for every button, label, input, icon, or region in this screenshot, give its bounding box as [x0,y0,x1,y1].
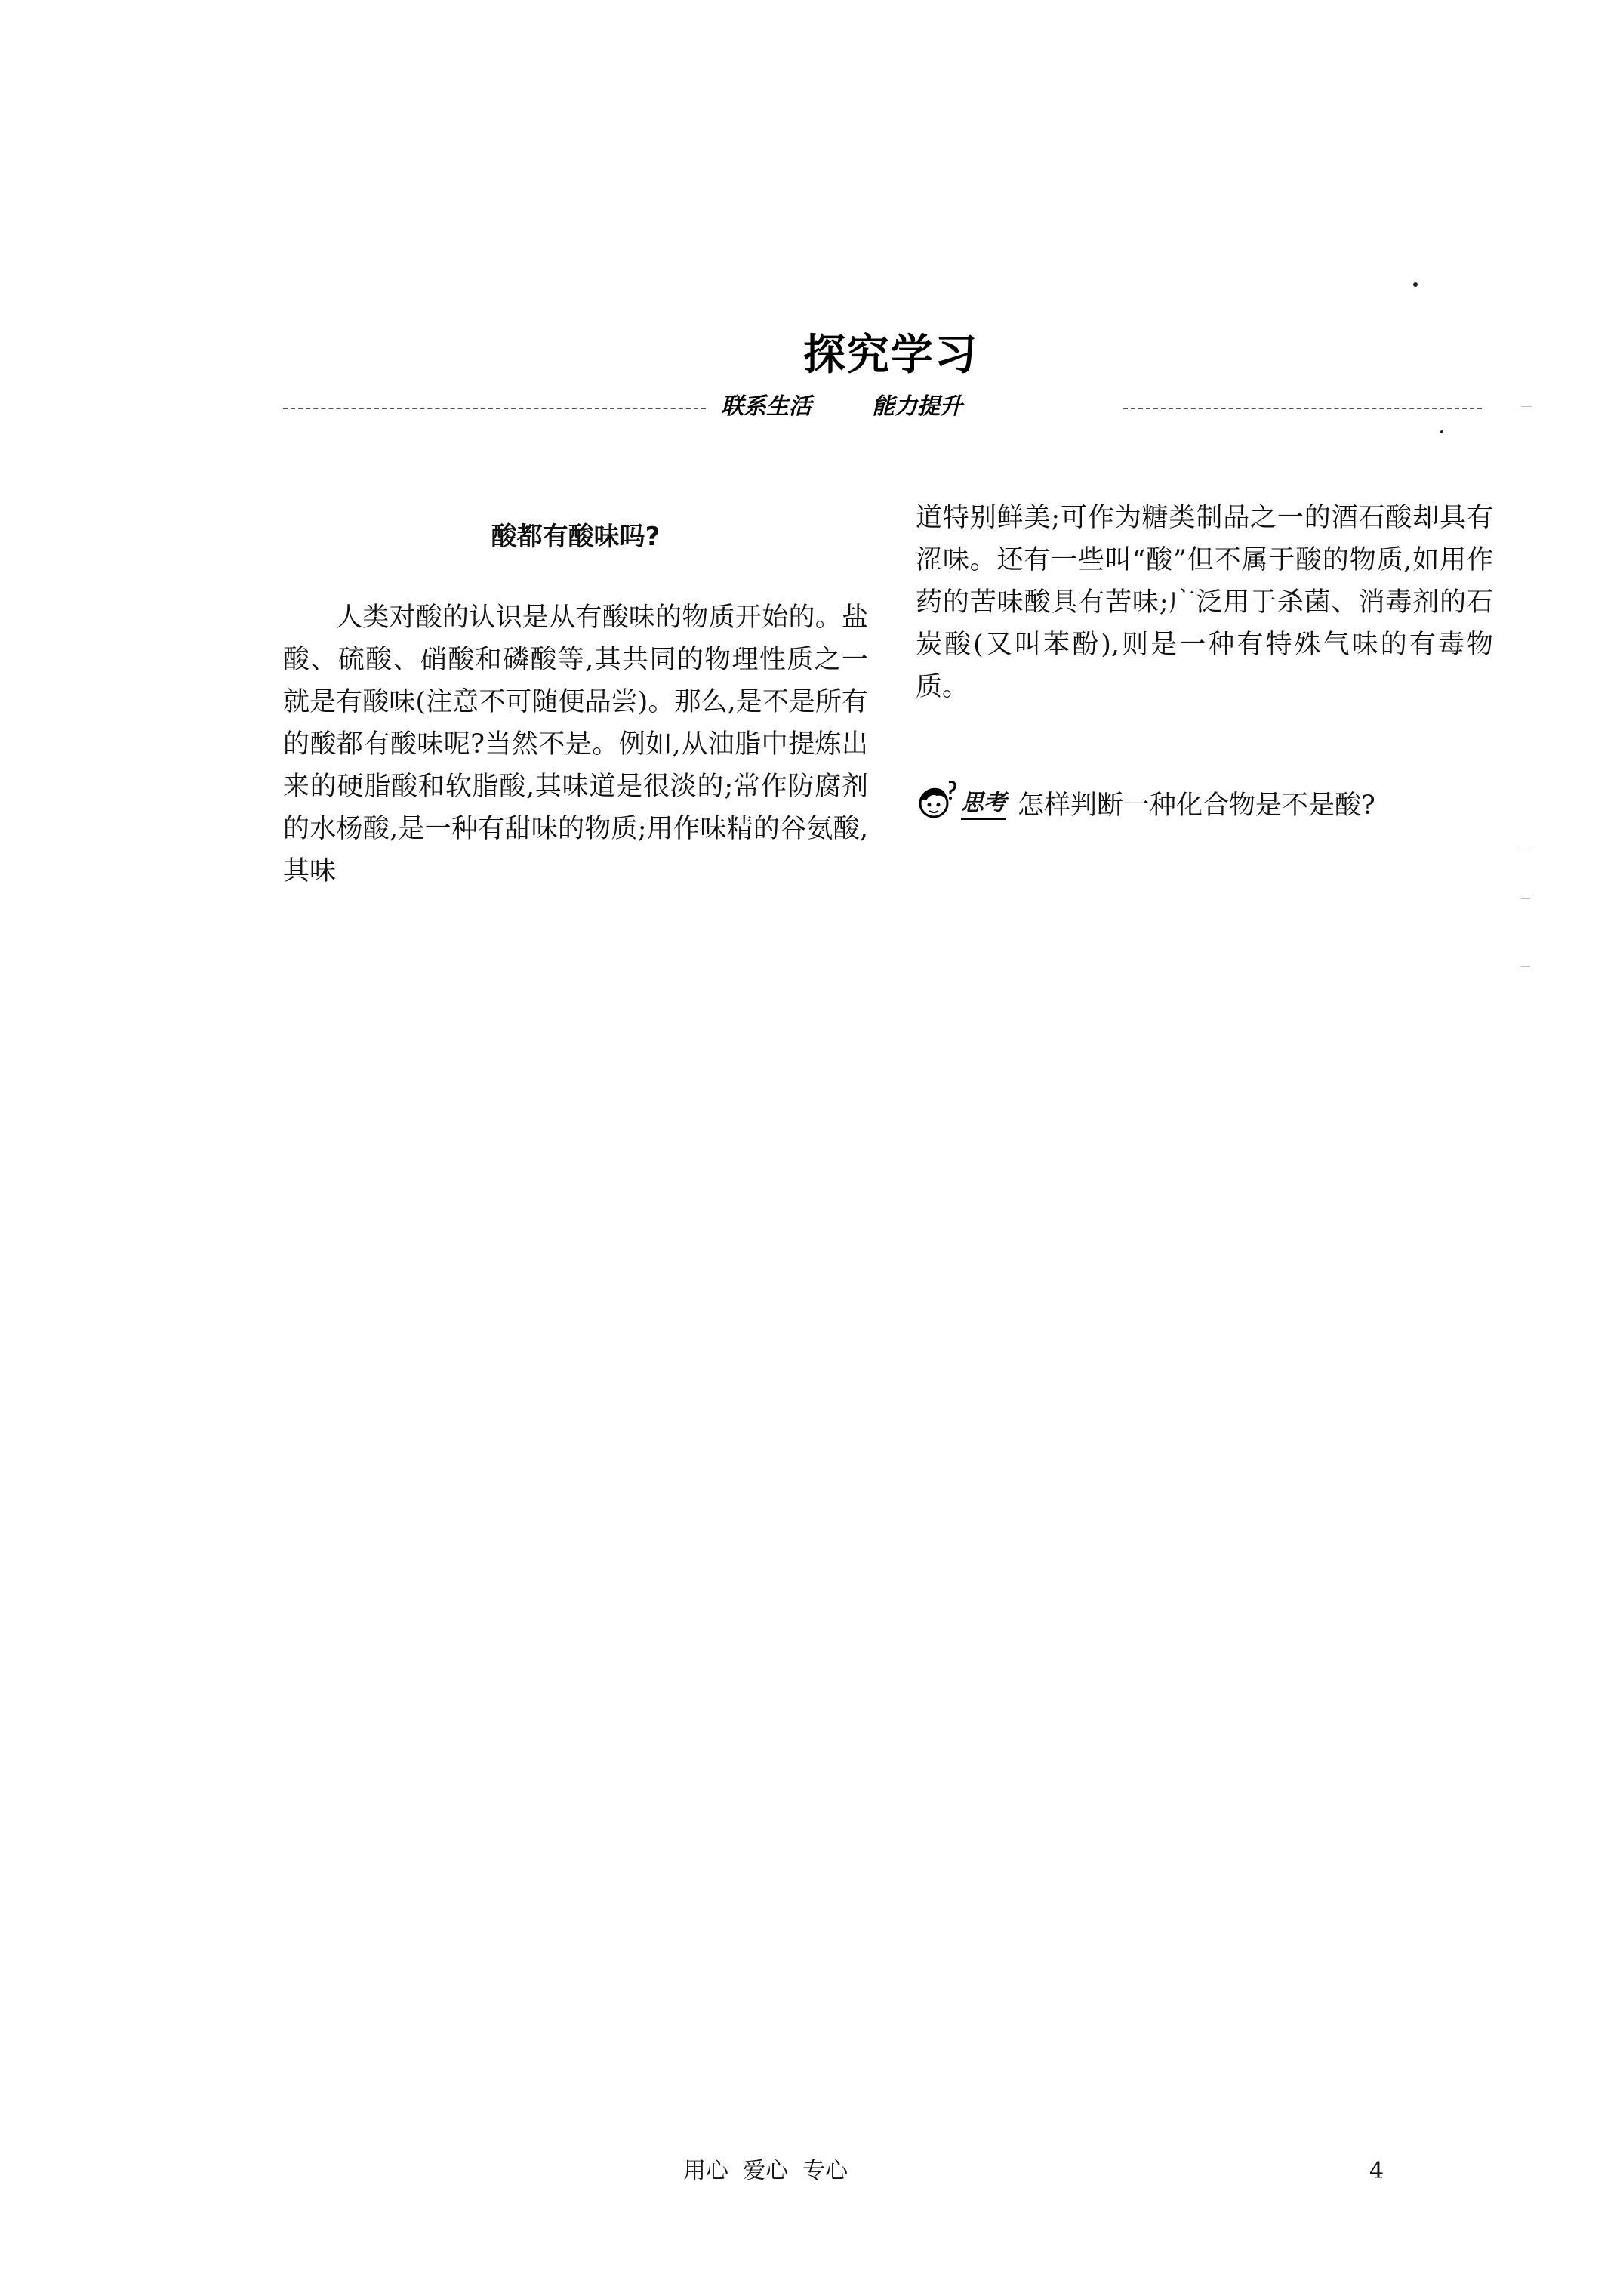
article-paragraph-part1: 人类对酸的认识是从有酸味的物质开始的。盐酸、硫酸、硝酸和磷酸等,其共同的物理性质之一就是有酸味(注意不可随便品尝)。那么,是不是所有的酸都有酸味呢?当然不是。例如,从油脂中提炼出来的硬脂酸和软脂酸,其味道是很淡的;常作防腐剂的水杨酸,是一种有甜味的物质;用作味精的谷氨酸,其味 [283,603,868,886]
think-label: 思考 [961,788,1006,820]
page-number: 4 [1369,2158,1384,2184]
article-heading: 酸都有酸味吗? [491,522,661,552]
section-subtitle [713,389,1113,425]
article-paragraph-part2: 道特别鲜美;可作为糖类制品之一的酒石酸却具有涩味。还有一些叫“酸”但不属于酸的物质,如用作药的苦味酸具有苦味;广泛用于杀菌、消毒剂的石炭酸(又叫苯酚),则是一种有特殊气味的有毒物质。 [916,503,1493,702]
think-question: 怎样判断一种化合物是不是酸? [1018,791,1375,821]
subtitle-left: 联系生活 [721,393,812,420]
think-box [916,770,1493,831]
subtitle-right: 能力提升 [872,393,962,420]
section-title: 探究学习 [803,331,978,380]
scan-speck [1521,898,1530,899]
banner-divider-right [1123,408,1482,409]
scan-speck [1521,966,1530,967]
footer-motto: 用心 爱心 专心 [683,2158,848,2184]
scan-speck [1413,282,1418,287]
thinking-student-icon [916,778,959,823]
banner-divider-left [283,408,706,409]
scan-speck [1440,430,1443,433]
scan-speck [1521,406,1532,407]
